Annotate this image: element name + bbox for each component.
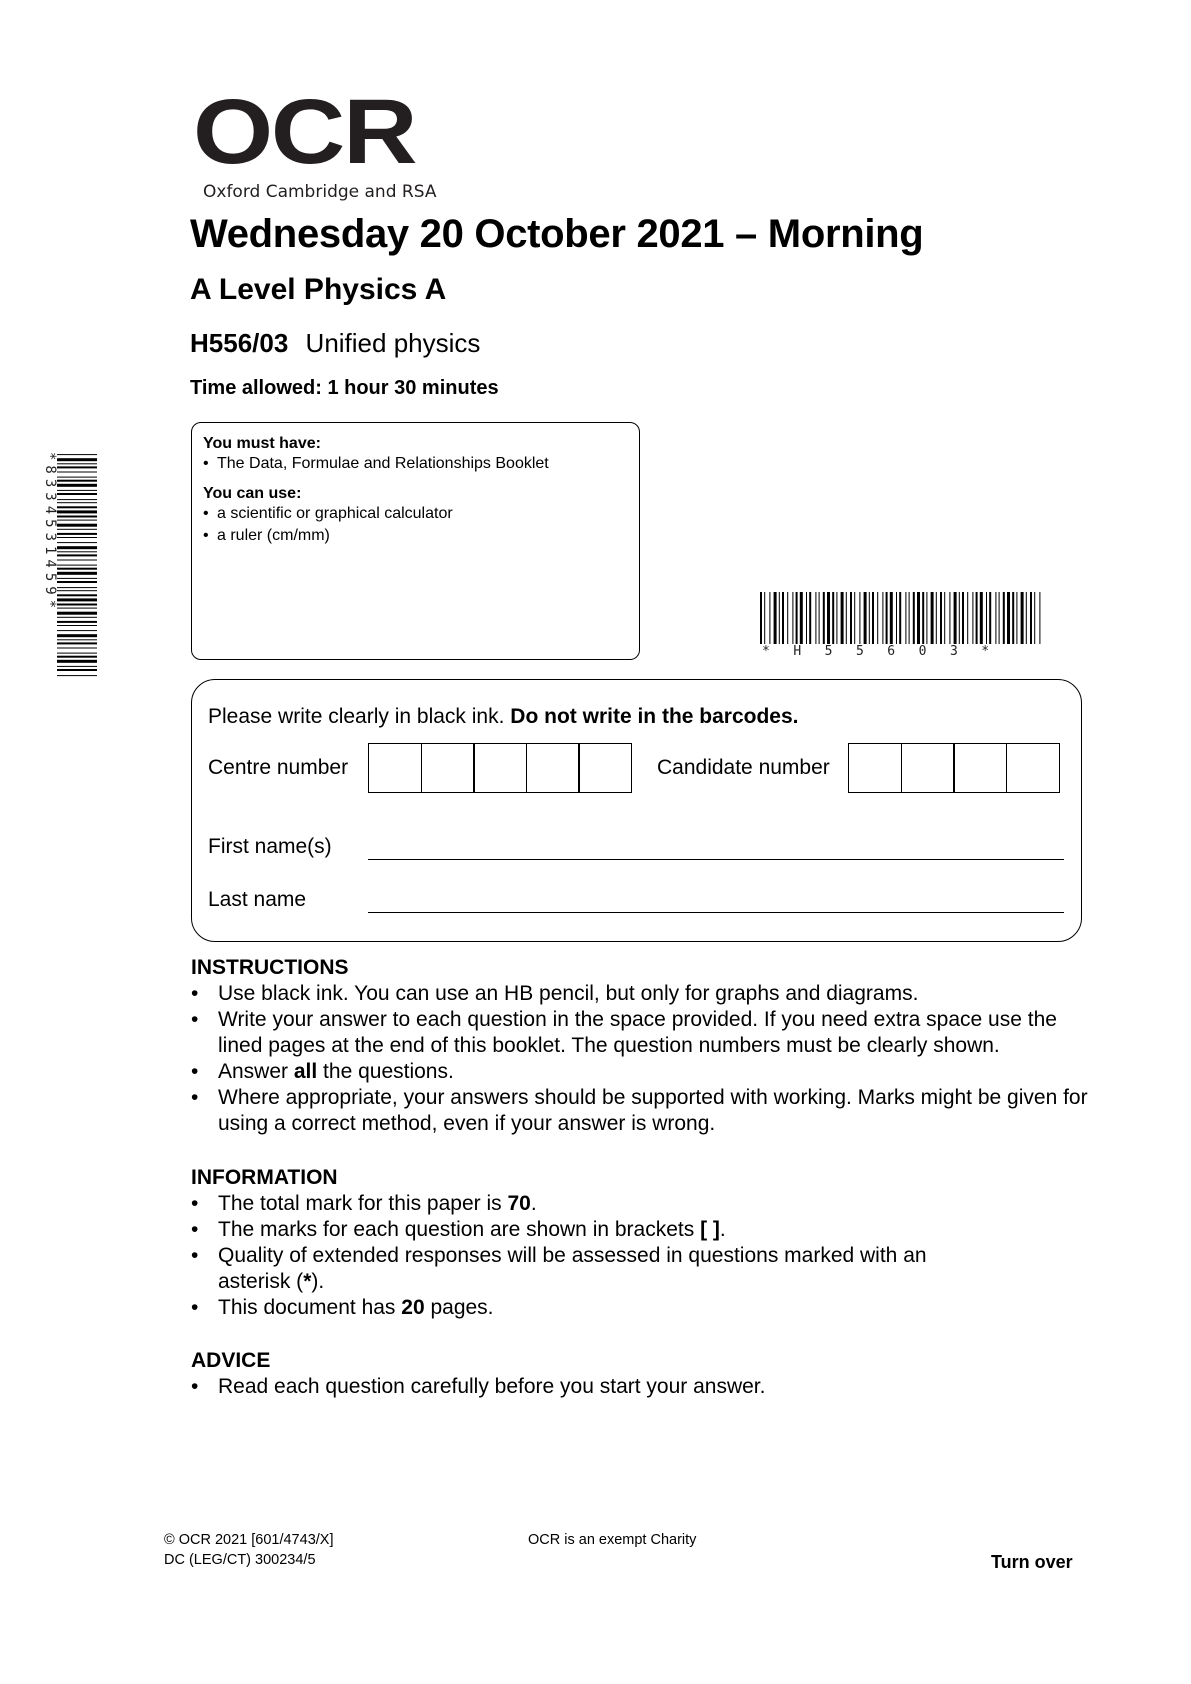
can-use-item: a scientific or graphical calculator <box>217 505 453 522</box>
list-item: • Where appropriate, your answers should be supported with working. Marks might be given for using a correct method, even if your answer is wrong. <box>191 1085 1091 1137</box>
time-allowed: Time allowed: 1 hour 30 minutes <box>190 377 499 399</box>
list-item: • Use black ink. You can use an HB pencil, but only for graphs and diagrams. <box>191 981 1091 1007</box>
information-heading: INFORMATION <box>191 1166 338 1189</box>
advice-text: Read each question carefully before you start your answer. <box>218 1375 766 1398</box>
must-have-item: The Data, Formulae and Relationships Booklet <box>217 455 549 472</box>
candidate-digit-box[interactable] <box>848 743 902 793</box>
centre-digit-box[interactable] <box>473 743 527 793</box>
centre-number-boxes <box>368 743 632 793</box>
first-name-label: First name(s) <box>208 835 332 858</box>
horizontal-barcode-text: *H55603* <box>762 644 1013 659</box>
must-have-heading: You must have: <box>203 435 321 452</box>
candidate-number-label: Candidate number <box>657 756 830 779</box>
paper-title: Unified physics <box>305 328 481 358</box>
ink-note <box>208 705 799 729</box>
list-item: • Quality of extended responses will be assessed in questions marked with an asterisk (*). <box>191 1243 1091 1295</box>
first-name-field[interactable] <box>368 859 1064 860</box>
paper-code: H556/03 <box>190 328 289 358</box>
list-item: • a scientific or graphical calculator <box>203 503 628 525</box>
list-item: • The Data, Formulae and Relationships Booklet <box>203 453 628 475</box>
list-item: • Write your answer to each question in the space provided. If you need extra space use the lined pages at the end of this booklet. The question numbers must be clearly shown. <box>191 1007 1091 1059</box>
turn-over-label: Turn over <box>991 1552 1073 1572</box>
subject-title: A Level Physics A <box>190 273 447 306</box>
centre-digit-box[interactable] <box>578 743 632 793</box>
list-item: • The marks for each question are shown in brackets [ ]. <box>191 1217 1091 1243</box>
list-item: • Answer all the questions. <box>191 1059 1091 1085</box>
ocr-logo-mark: OCR <box>193 81 416 183</box>
ocr-logo-subtitle: Oxford Cambridge and RSA <box>203 182 437 202</box>
list-item: • a ruler (cm/mm) <box>203 525 628 547</box>
information-text: The total mark for this paper is 70. <box>218 1192 537 1215</box>
centre-digit-box[interactable] <box>421 743 475 793</box>
instruction-text: Write your answer to each question in the space provided. If you need extra space use the lined pages at the end of this booklet. The question numbers must be clearly shown. <box>218 1008 1057 1057</box>
information-text: The marks for each question are shown in brackets [ ]. <box>218 1218 726 1241</box>
list-item: • Read each question carefully before you start your answer. <box>191 1374 1091 1400</box>
ink-note-bold: Do not write in the barcodes. <box>510 705 799 728</box>
instructions-heading: INSTRUCTIONS <box>191 956 349 979</box>
candidate-digit-box[interactable] <box>953 743 1007 793</box>
last-name-field[interactable] <box>368 912 1064 913</box>
charity-note: OCR is an exempt Charity <box>528 1532 697 1548</box>
exam-date-title: Wednesday 20 October 2021 – Morning <box>190 212 924 256</box>
dc-code: DC (LEG/CT) 300234/5 <box>164 1552 316 1568</box>
centre-digit-box[interactable] <box>526 743 580 793</box>
instruction-text: Use black ink. You can use an HB pencil, but only for graphs and diagrams. <box>218 982 919 1005</box>
instruction-text: Where appropriate, your answers should be supported with working. Marks might be given for using a correct method, even if your answer is wrong. <box>218 1086 1088 1135</box>
information-text: Quality of extended responses will be assessed in questions marked with an asterisk (*). <box>218 1244 927 1293</box>
vertical-barcode-text: *8334531459* <box>42 452 58 614</box>
paper-code-line <box>190 328 480 359</box>
instructions-section <box>191 955 1091 1137</box>
candidate-digit-box[interactable] <box>1006 743 1060 793</box>
information-section <box>191 1165 1091 1321</box>
instruction-text: Answer all the questions. <box>218 1060 454 1083</box>
can-use-item: a ruler (cm/mm) <box>217 527 330 544</box>
candidate-number-boxes <box>848 743 1060 793</box>
last-name-label: Last name <box>208 888 307 911</box>
footer-left <box>164 1530 333 1570</box>
list-item: • The total mark for this paper is 70. <box>191 1191 1091 1217</box>
ocr-logo <box>193 81 437 202</box>
ink-note-text: Please write clearly in black ink. <box>208 705 511 728</box>
advice-heading: ADVICE <box>191 1349 271 1372</box>
copyright-text: © OCR 2021 [601/4743/X] <box>164 1532 334 1548</box>
can-use-heading: You can use: <box>203 485 302 502</box>
advice-section <box>191 1348 1091 1400</box>
vertical-barcode <box>57 450 97 680</box>
list-item: • This document has 20 pages. <box>191 1295 1091 1321</box>
candidate-digit-box[interactable] <box>901 743 955 793</box>
horizontal-barcode <box>760 592 1045 644</box>
centre-number-label: Centre number <box>208 756 349 779</box>
information-text: This document has 20 pages. <box>218 1296 494 1319</box>
requirements-box <box>191 422 640 660</box>
centre-digit-box[interactable] <box>368 743 422 793</box>
